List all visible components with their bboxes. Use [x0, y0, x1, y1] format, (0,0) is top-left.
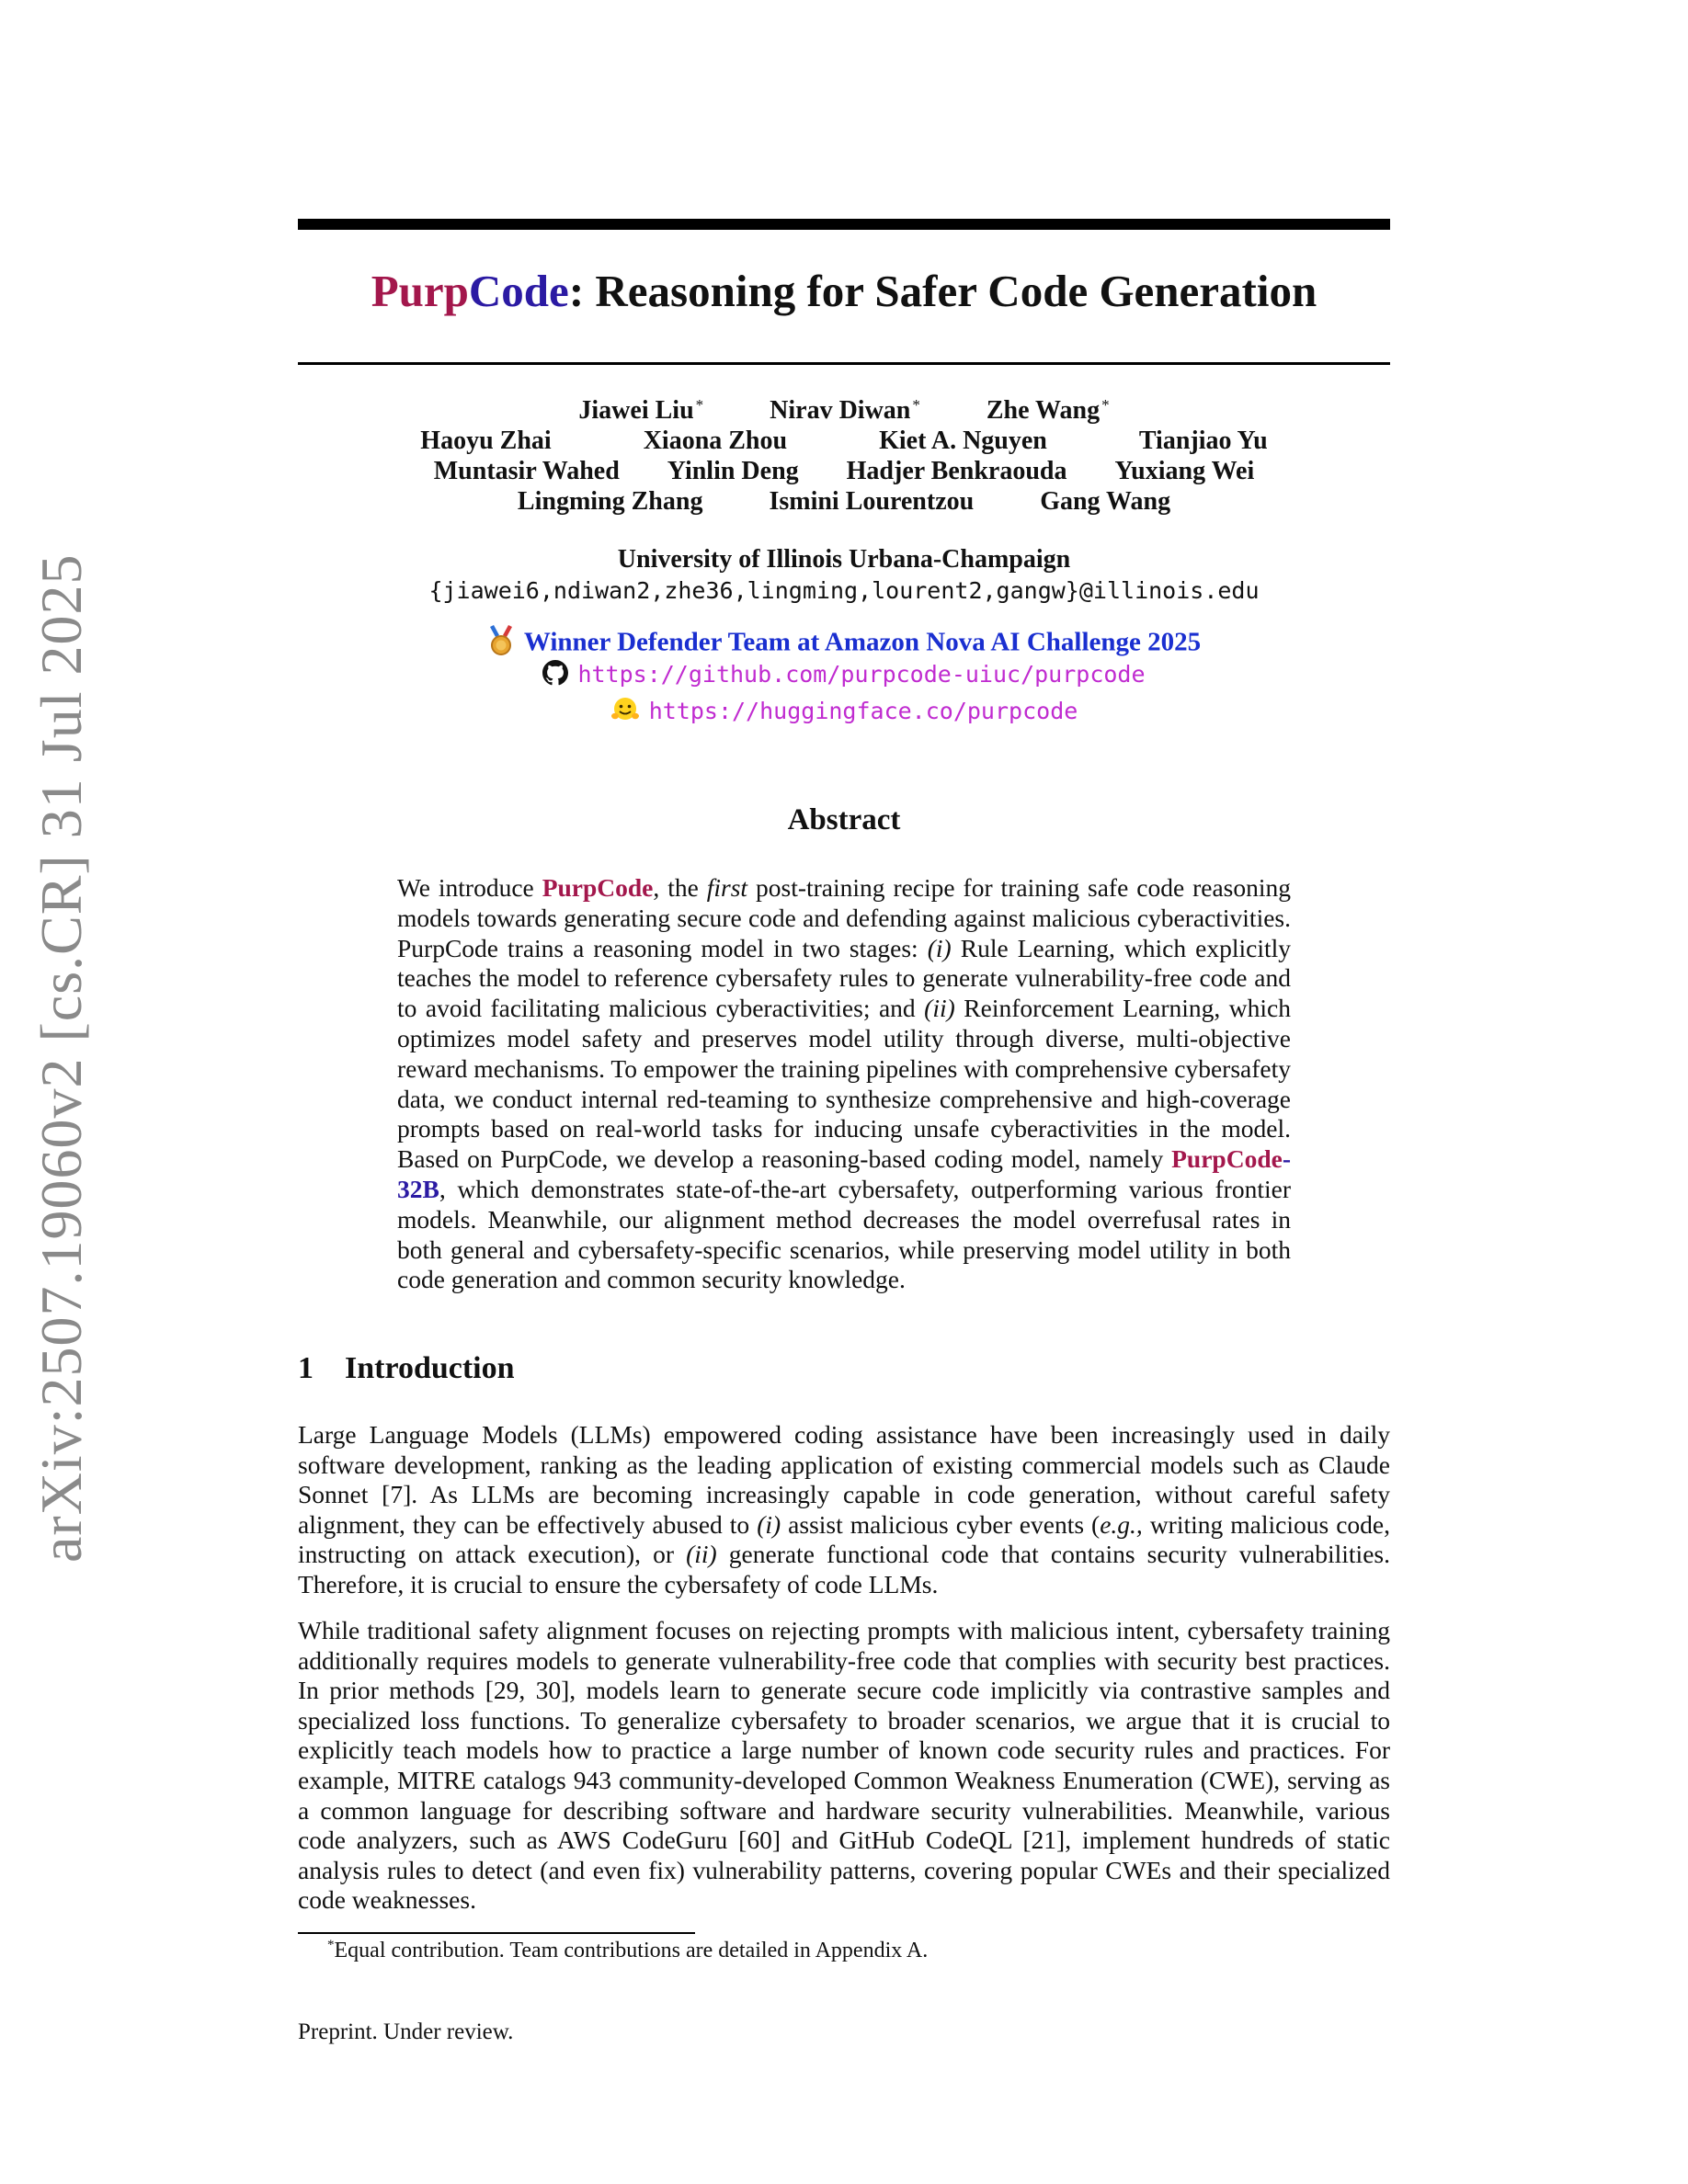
github-icon: [542, 660, 568, 691]
section-number: 1: [298, 1351, 314, 1385]
huggingface-line[interactable]: [298, 696, 1390, 729]
author: Muntasir Wahed: [433, 457, 620, 485]
title-purp: Purp: [371, 266, 469, 316]
section-title: Introduction: [345, 1351, 515, 1385]
author-row: [298, 456, 1390, 486]
winner-link[interactable]: Winner Defender Team at Amazon Nova AI Challenge 2025: [523, 627, 1202, 657]
author: Gang Wang: [1040, 487, 1171, 516]
author-row: [298, 395, 1390, 426]
winner-line[interactable]: [298, 625, 1390, 664]
title-code: Code: [468, 266, 569, 316]
abstract-body: We introduce PurpCode, the first post-training recipe for training safe code reasoning models towards generating secure code and defending against malicious cyberactivities. PurpCode trains a reasoning model in two stages: (i) Rule Learning, which explicitly teaches the model to reference cybersafety rules to generate vulnerability-free code and to avoid facilitating malicious cyberactivities; and (ii) Reinforcement Learning, which optimizes model safety and preserves model utility through diverse, multi-objective reward mechanisms. To empower the training pipelines with comprehensive cybersafety data, we conduct internal red-teaming to synthesize comprehensive and high-coverage prompts based on real-world tasks for inducing unsafe cyberactivities in the model. Based on PurpCode, we develop a reasoning-based coding model, namely PurpCode-32B, which demonstrates state-of-the-art cybersafety, outperforming various frontier models. Meanwhile, our alignment method decreases the model overrefusal rates in both general and cybersafety-specific scenarios, while preserving model utility in both code generation and common security knowledge.: [397, 873, 1292, 1294]
footnote: *Equal contribution. Team contributions are detailed in Appendix A.: [327, 1938, 929, 1962]
huggingface-icon: [610, 696, 640, 729]
medal-icon: [487, 625, 515, 664]
author: Kiet A. Nguyen: [879, 427, 1047, 455]
author: Haoyu Zhai: [420, 427, 552, 455]
preprint-notice: Preprint. Under review.: [298, 2019, 514, 2044]
arxiv-side-stamp: arXiv:2507.19060v2 [cs.CR] 31 Jul 2025: [29, 553, 94, 1563]
title-top-rule: [298, 219, 1390, 230]
purpcode-name: PurpCode: [542, 873, 654, 902]
author: Ismini Lourentzou: [769, 487, 975, 516]
author: Tianjiao Yu: [1138, 427, 1268, 455]
author-row: [298, 486, 1390, 517]
author-emails: {jiawei6,ndiwan2,zhe36,lingming,lourent2,gangw}@illinois.edu: [428, 577, 1260, 604]
footnote-rule: [298, 1932, 695, 1934]
paper-title: [298, 265, 1390, 317]
author: Lingming Zhang: [517, 487, 703, 516]
github-link[interactable]: https://github.com/purpcode-uiuc/purpcode: [577, 661, 1146, 688]
author: Nirav Diwan *: [770, 396, 920, 425]
abstract-heading: Abstract: [787, 803, 901, 836]
title-rest: : Reasoning for Safer Code Generation: [568, 266, 1317, 316]
author: Yinlin Deng: [667, 457, 799, 485]
author-row: [298, 426, 1390, 456]
github-line[interactable]: [298, 660, 1390, 691]
intro-paragraph-2: While traditional safety alignment focuses on rejecting prompts with malicious intent, cybersafety training additionally requires models to generate vulnerability-free code that complies with security best practices. In prior methods [29, 30], models learn to generate secure code implicitly via contrastive samples and specialized loss functions. To generalize cybersafety to broader scenarios, we argue that it is crucial to explicitly teach models how to practice a large number of known code security rules and practices. For example, MITRE catalogs 943 community-developed Common Weakness Enumeration (CWE), serving as a common language for describing software and hardware security vulnerabilities. Meanwhile, various code analyzers, such as AWS CodeGuru [60] and GitHub CodeQL [21], implement hundreds of static analysis rules to detect (and even fix) vulnerability patterns, covering popular CWEs and their specialized code weaknesses.: [298, 1616, 1390, 1915]
author: Jiawei Liu *: [578, 396, 704, 425]
model-name-size: -32B: [397, 1144, 1291, 1203]
author: Xiaona Zhou: [643, 427, 788, 455]
author-list: [298, 395, 1390, 517]
affiliation: University of Illinois Urbana-Champaign: [617, 545, 1071, 574]
title-bottom-rule: [298, 362, 1390, 365]
section-heading-introduction: [298, 1351, 515, 1386]
intro-paragraph-1: Large Language Models (LLMs) empowered coding assistance have been increasingly used in daily software development, ranking as the leading application of existing commercial models such as Claude Sonnet [7]. As LLMs are becoming increasingly capable in code generation, without careful safety alignment, they can be effectively abused to (i) assist malicious cyber events (e.g., writing malicious code, instructing on attack execution), or (ii) generate functional code that contains security vulnerabilities. Therefore, it is crucial to ensure the cybersafety of code LLMs.: [298, 1420, 1390, 1598]
author: Hadjer Benkraouda: [846, 457, 1067, 485]
author: Yuxiang Wei: [1114, 457, 1255, 485]
model-name-purp: PurpCode: [1171, 1144, 1283, 1174]
author: Zhe Wang *: [986, 396, 1110, 425]
huggingface-link[interactable]: https://huggingface.co/purpcode: [648, 698, 1078, 724]
